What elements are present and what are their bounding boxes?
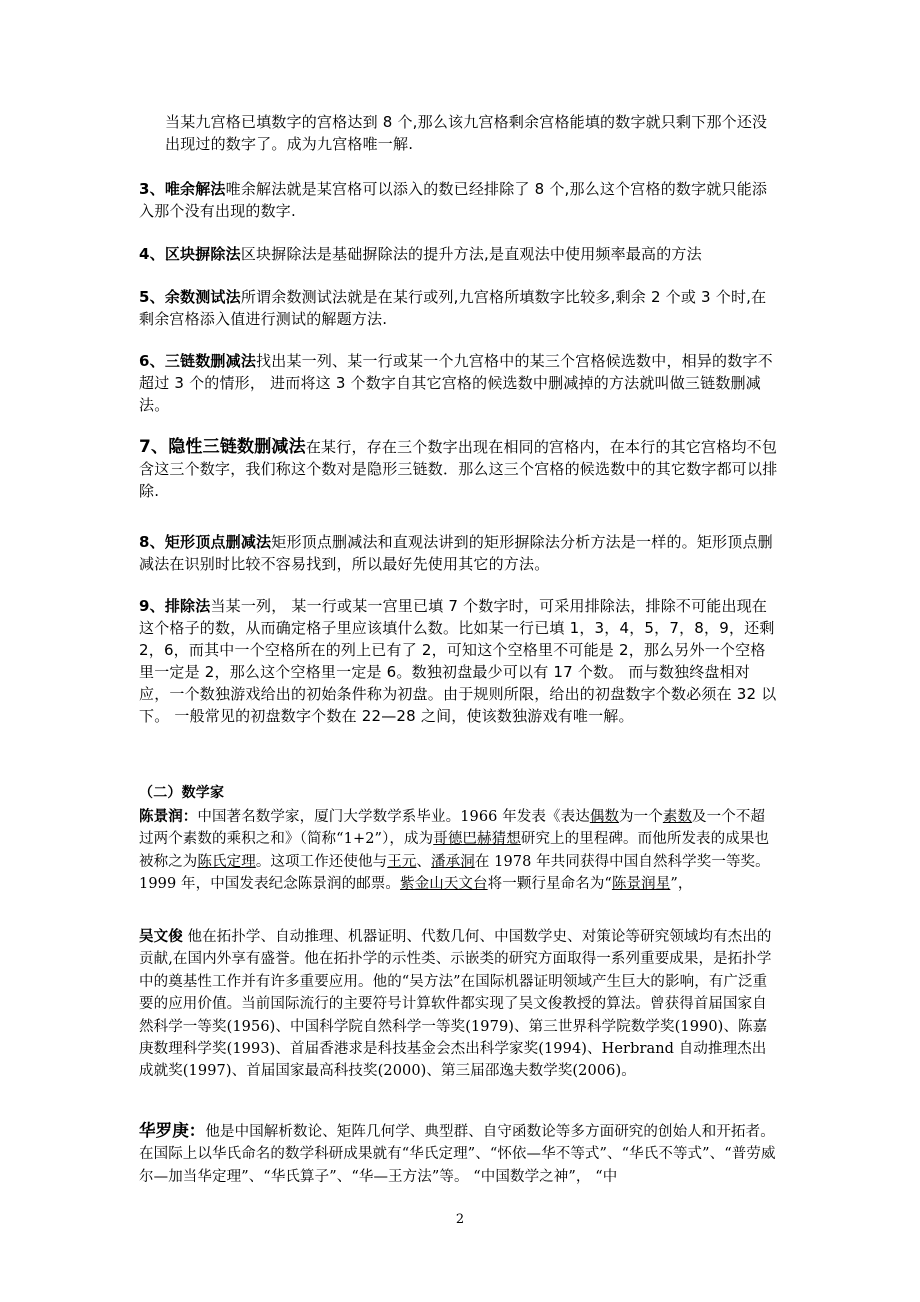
method-9-paragraph bbox=[139, 595, 779, 727]
hua-text: 他是中国解析数论、矩阵几何学、典型群、自守函数论等多方面研究的创始人和开拓者。 在国际上以华氏命名的数学科研成果就有“华氏定理”、“怀依—华不等式”、“华氏不等式”、“普劳威尔—加当华定理”、“华氏算子”、“华—王方法”等。 “中国数学之神”， “中 bbox=[139, 1124, 776, 1185]
method-4-text: 区块摒除法是基础摒除法的提升方法,是直观法中使用频率最高的方法 bbox=[240, 245, 702, 263]
chen-text: 为一个 bbox=[619, 809, 663, 825]
section-title: （二）数学家 bbox=[139, 785, 225, 801]
link-chen-jingrun-star[interactable]: 陈景润星 bbox=[611, 876, 671, 893]
method-5-text: 所谓余数测试法就是在某行或列,九宫格所填数字比较多,剩余 2 个或 3 个时,在剩余宫格添入值进行测试的解题方法. bbox=[139, 288, 767, 328]
link-pan-chengdong[interactable]: 潘承洞 bbox=[431, 853, 475, 870]
link-chen-theorem[interactable]: 陈氏定理 bbox=[197, 853, 256, 870]
link-goldbach-conjecture[interactable]: 哥德巴赫猜想 bbox=[433, 831, 521, 848]
chen-text: 在 1978 年共同获得中国自然科学奖一等奖。1999 年，中国发表纪念陈景润的邮票。 bbox=[139, 853, 770, 893]
chen-text: 。这项工作还使他与 bbox=[255, 853, 388, 870]
method-9-text: 当某一列， 某一行或某一宫里已填 7 个数字时，可采用排除法，排除不可能出现在这个格子的数，从而确定格子里应该填什么数。比如某一行已填 1，3，4，5，7，8，9，还剩 2，6，而其中一个空格所在的列上已有了 2，可知这个空格里不可能是 2，那么另外一个空格里一定是 2，那么这个空格里一定是 6。数独初盘最少可以有 17 个数。 而与数独终盘相对应，一个数独游戏给出的初始条件称为初盘。由于规则所限，给出的初盘数字个数必须在 32 以下。 一般常见的初盘数字个数在 22—28 之间，使该数独游戏有唯一解。 bbox=[139, 597, 777, 725]
wu-text: 他在拓扑学、自动推理、机器证明、代数几何、中国数学史、对策论等研究领域均有杰出的贡献,在国内外享有盛誉。他在拓扑学的示性类、示嵌类的研究方面取得一系列重要成果，是拓扑学中的奠基性工作并有许多重要应用。他的“吴方法”在国际机器证明领域产生巨大的影响，有广泛重要的应用价值。当前国际流行的主要符号计算软件都实现了吴文俊教授的算法。曾获得首届国家自然科学一等奖(1956)、中国科学院自然科学一等奖(1979)、第三世界科学院数学奖(1990)、陈嘉庚数理科学奖(1993)、首届香港求是科技基金会杰出科学家奖(1994)、Herbrand 自动推理杰出成就奖(1997)、首届国家最高科技奖(2000)、第三届邵逸夫数学奖(2006)。 bbox=[139, 929, 772, 1080]
intro-paragraph: 当某九宫格已填数字的宫格达到 8 个,那么该九宫格剩余宫格能填的数字就只剩下那个还没出现过的数字了。成为九宫格唯一解. bbox=[165, 113, 768, 153]
link-wang-yuan[interactable]: 王元 bbox=[387, 853, 417, 870]
method-7-text: 在某行，存在三个数字出现在相同的宫格内，在本行的其它宫格均不包含这三个数字，我们称这个数对是隐形三链数．那么这三个宫格的候选数中的其它数字都可以排除. bbox=[139, 438, 778, 500]
method-5-heading: 5、余数测试法 bbox=[139, 288, 241, 306]
chen-text: 中国著名数学家，厦门大学数学系毕业。1966 年发表《表达 bbox=[197, 809, 590, 825]
hua-paragraph bbox=[139, 1120, 779, 1188]
link-purple-mountain-observatory[interactable]: 紫金山天文台 bbox=[400, 876, 488, 893]
chen-text: 将一颗行星命名为“ bbox=[487, 876, 612, 893]
wu-heading: 吴文俊 bbox=[139, 929, 183, 945]
method-5-paragraph bbox=[139, 286, 779, 330]
method-7-heading: 7、隐性三链数删减法 bbox=[139, 437, 306, 457]
method-7-paragraph bbox=[139, 436, 779, 502]
method-9-heading: 9、排除法 bbox=[139, 597, 211, 615]
chen-text: 、 bbox=[416, 853, 432, 870]
chen-text: ”， bbox=[670, 876, 693, 893]
hua-heading: 华罗庚： bbox=[139, 1121, 206, 1140]
link-even-number[interactable]: 偶数 bbox=[589, 809, 620, 825]
method-6-text: 找出某一列、某一行或某一个九宫格中的某三个宫格候选数中，相异的数字不超过 3 个的情形， 进而将这 3 个数字自其它宫格的候选数中删减掉的方法就叫做三链数删减法。 bbox=[139, 352, 773, 414]
method-6-heading: 6、三链数删减法 bbox=[139, 352, 257, 370]
method-8-heading: 8、矩形顶点删减法 bbox=[139, 533, 272, 551]
method-4-heading: 4、区块摒除法 bbox=[139, 245, 241, 263]
page-number: 2 bbox=[455, 1212, 465, 1227]
chen-paragraph bbox=[139, 806, 779, 896]
method-6-paragraph bbox=[139, 350, 779, 416]
method-3-text: 唯余解法就是某宫格可以添入的数已经排除了 8 个,那么这个宫格的数字就只能添入那个没有出现的数字. bbox=[139, 180, 768, 220]
link-prime-number[interactable]: 素数 bbox=[662, 809, 693, 825]
method-8-paragraph bbox=[139, 531, 779, 575]
chen-heading: 陈景润： bbox=[139, 809, 198, 825]
method-3-heading: 3、唯余解法 bbox=[139, 180, 226, 198]
chen-text: 及一个不超过两个素数的乘积之和》（简称“1+2”），成为 bbox=[139, 809, 766, 848]
wu-paragraph bbox=[139, 926, 779, 1083]
method-4-paragraph bbox=[139, 243, 779, 265]
chen-text: 研究上的里程碑。而他所发表的成果也被称之为 bbox=[139, 831, 770, 870]
method-3-paragraph bbox=[139, 178, 779, 222]
method-8-text: 矩形顶点删减法和直观法讲到的矩形摒除法分析方法是一样的。矩形顶点删减法在识别时比较不容易找到，所以最好先使用其它的方法。 bbox=[139, 533, 773, 573]
